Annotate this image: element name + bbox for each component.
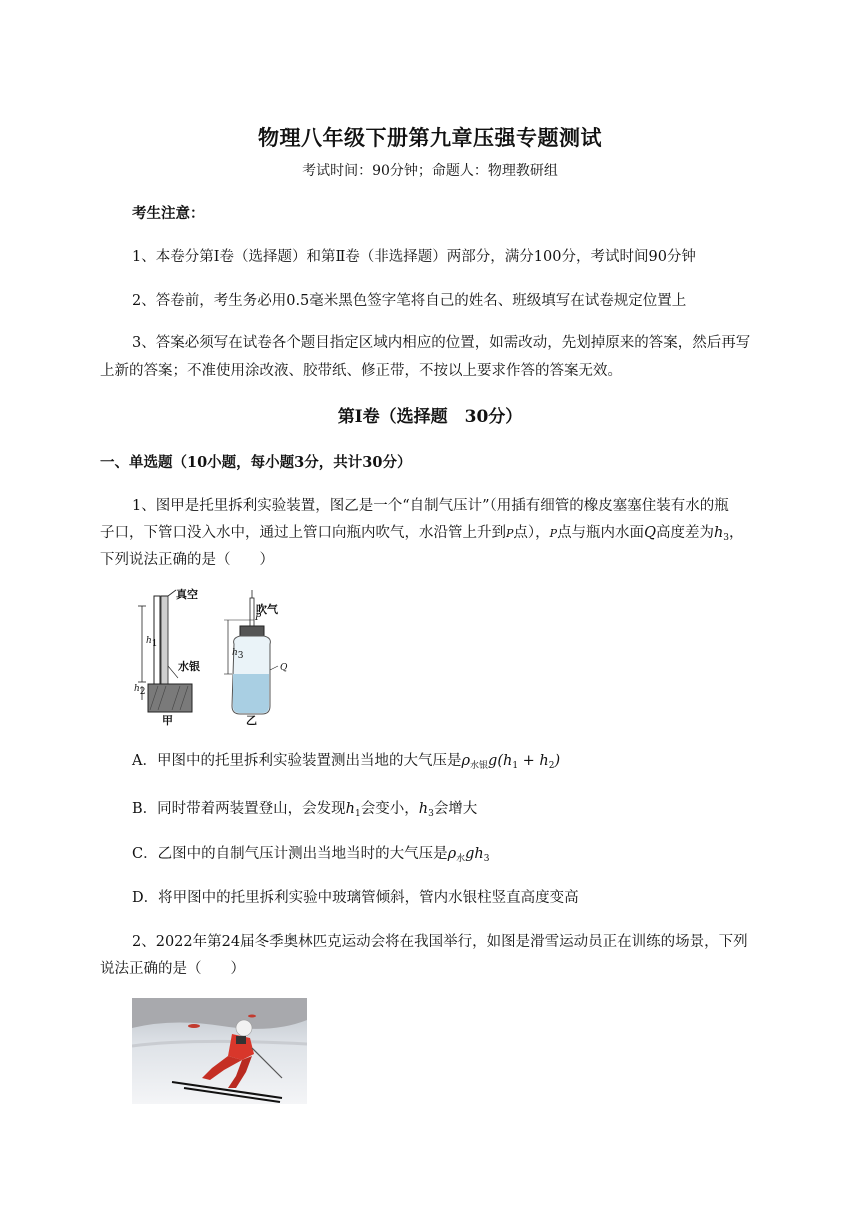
q2-line2: 说法正确的是（ ） xyxy=(100,961,245,977)
label-q: Q xyxy=(280,663,288,673)
point-p: P xyxy=(506,527,514,540)
note-1: 1、本卷分第Ⅰ卷（选择题）和第Ⅱ卷（非选择题）两部分，满分100分，考试时间90分钟 xyxy=(132,249,696,265)
surface-q: Q xyxy=(644,525,656,541)
skier-photo xyxy=(132,998,307,1104)
page-title: 物理八年级下册第九章压强专题测试 xyxy=(258,125,602,150)
part-heading: 一、单选题（10小题，每小题3分，共计30分） xyxy=(100,454,412,471)
exam-info: 考试时间：90分钟；命题人：物理教研组 xyxy=(302,163,558,179)
q2-line1: 2、2022年第24届冬季奥林匹克运动会将在我国举行，如图是滑雪运动员正在训练的场景，下列 xyxy=(132,934,748,950)
label-p: P xyxy=(255,613,262,623)
q1-text-a: 子口，下管口没入水中，通过上管口向瓶内吹气，水沿管上升到 xyxy=(100,525,506,541)
label-jia: 甲 xyxy=(162,714,173,727)
option-d: D．将甲图中的托里拆利实验中玻璃管倾斜，管内水银柱竖直高度变高 xyxy=(132,890,579,906)
option-b: B．同时带着两装置登山，会发现$h_1$会变小，$h_3$会增大 xyxy=(132,801,478,819)
label-h2: $h_2$ xyxy=(134,684,146,697)
label-h3: $h_3$ xyxy=(232,648,244,661)
q1-text-b: 点）， xyxy=(513,525,550,541)
label-h1: $h_1$ xyxy=(146,636,158,649)
option-a: A．甲图中的托里拆利实验装置测出当地的大气压是$\rho_{水银}g(h_1 + h_2)$ xyxy=(132,753,561,771)
note-3: 3、答案必须写在试卷各个题目指定区域内相应的位置，如需改动，先划掉原来的答案，然后再写 xyxy=(132,335,751,351)
option-c: C．乙图中的自制气压计测出当地当时的大气压是$\rho_水gh_3$ xyxy=(132,846,490,864)
q1-line3: 下列说法正确的是（ ） xyxy=(100,552,274,568)
label-vacuum: 真空 xyxy=(176,588,198,601)
notice-heading: 考生注意： xyxy=(132,205,205,222)
note-3-cont: 上新的答案；不准使用涂改液、胶带纸、修正带，不按以上要求作答的答案无效。 xyxy=(100,363,622,379)
note-2: 2、答卷前，考生务必用0.5毫米黑色签字笔将自己的姓名、班级填写在试卷规定位置上 xyxy=(132,293,687,309)
formula-c: $\rho_水gh_3$ xyxy=(447,846,490,864)
q1-line1: 1、图甲是托里拆利实验装置，图乙是一个“自制气压计”（用插有细管的橡皮塞塞住装有水的瓶 xyxy=(132,498,729,514)
label-blow: 吹气 xyxy=(256,603,278,616)
h3-var: $h_3$ xyxy=(713,525,730,543)
q1-text-e: ， xyxy=(729,525,744,541)
label-mercury: 水银 xyxy=(178,660,200,673)
section-title: 第Ⅰ卷（选择题 30分） xyxy=(337,407,523,427)
point-p-2: P xyxy=(549,527,558,540)
q1-text-c: 点与瓶内水面 xyxy=(557,525,645,541)
formula-a: $\rho_{水银}g(h_1 + h_2)$ xyxy=(461,753,561,771)
q1-text-d: 高度差为 xyxy=(655,525,714,541)
label-yi: 乙 xyxy=(246,714,257,727)
